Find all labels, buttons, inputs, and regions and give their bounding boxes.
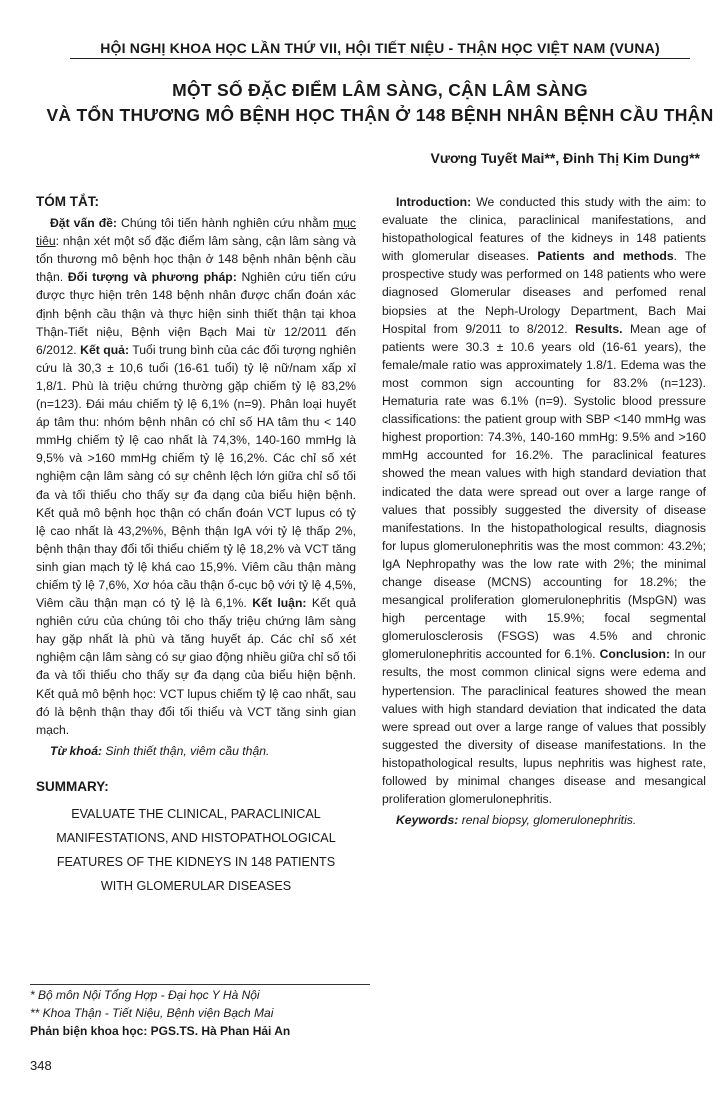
running-header: HỘI NGHỊ KHOA HỌC LẦN THỨ VII, HỘI TIẾT NIỆU - THẬN HỌC VIỆT NAM (VUNA) xyxy=(100,40,660,56)
keywords-en xyxy=(382,811,706,829)
keywords-label: Từ khoá: xyxy=(50,743,103,758)
text-segment: We conducted this study with the aim: to evaluate the clinica, paraclinical manifestations, and histopathological features of the kidneys in 148 patients with glomerular diseases. xyxy=(382,195,706,264)
right-column xyxy=(382,193,706,829)
text-segment: Tuổi trung bình của các đối tượng nghiên cứu là 30,3 ± 10,6 tuổi (16-61 tuổi) tỷ lệ nữ/nam xấp xỉ 1,8/1. Phù là triệu chứng thường gặp chiếm tỷ lệ 83,2% (n=123). Đái máu chiếm tỷ lệ 6,1% (n=9). Phân loại huyết áp tâm thu: nhóm bệnh nhân có chỉ số HA tâm thu < 140 mmHg chiếm tỷ lệ cao nhất là 74,3%, 140-160 mmHg là 9,5% và >160 mmHg chiếm tỷ lệ 16,2%. Các chỉ số xét nghiệm cận lâm sàng có sự chênh lệch lớn giữa chỉ số tối đa và tối thiểu cho thấy sự đa dạng của biểu hiện bệnh. Kết quả mô bệnh học thận có chẩn đoán VCT lupus có tỷ lệ cao nhất là 43,2%%, Bệnh thận IgA với tỷ lệ thấp 2%, bệnh thận thay đổi tối thiểu chiếm tỷ lệ 18,2% và VCT tăng sinh gian mạch tỷ lệ khá cao 15,9%. Viêm cầu thận màng chiếm tỷ lệ 7,6%, Xơ hóa cầu thận ổ-cục bộ với tỷ lệ 4,5%, Viêm cầu thận mạn có tỷ lệ là 6,1%. xyxy=(36,342,356,611)
footnotes xyxy=(30,986,380,1040)
footnote-rule xyxy=(30,984,370,985)
keywords-vi xyxy=(36,742,356,760)
summary-english-title: EVALUATE THE CLINICAL, PARACLINICAL MANIFESTATIONS, AND HISTOPATHOLOGICAL FEATURES OF THE KIDNEYS IN 148 PATIENTS WITH GLOMERULAR DISEASES xyxy=(56,807,336,893)
summary-title: SUMMARY: xyxy=(36,778,109,794)
keywords-label: Keywords: xyxy=(396,813,459,828)
lead-background: Đặt vấn đề: xyxy=(50,216,117,231)
header-rule xyxy=(70,58,690,59)
lead-results-en: Results. xyxy=(575,321,623,336)
abstract-vi-title: TÓM TẮT: xyxy=(36,194,99,209)
lead-introduction: Introduction: xyxy=(396,195,472,209)
text-segment: . The prospective study was performed on 148 patients who were diagnosed Glomerular diseases and perfomed renal biopsies at the Neph-Urology Department, Bach Mai Hospital from 9/2011 to 8/2012. xyxy=(382,249,706,336)
text-segment: Chúng tôi tiến hành nghiên cứu nhằm xyxy=(117,216,333,231)
lead-conclusion-en: Conclusion: xyxy=(599,647,671,662)
lead-conclusion: Kết luận: xyxy=(252,596,307,611)
lead-methods: Đối tượng và phương pháp: xyxy=(67,270,237,285)
text-segment: Mean age of patients were 30.3 ± 10.6 years old (16-61 years), the female/male ratio was approximately 1.8/1. Edema was the most common sign accounting for 83.2% (n=123). Hematuria rate was 6.1% (n=9). Systolic blood pressure classifications: the patient group with SBP <140 mmHg was highest proportion: 74.3%, 140-160 mmHg: 9.5% and >160 mmHg accounted for 16.2%. The paraclinical features showed the mean values with high standard deviation that indicated the data were spread out over a large range of values that possibly suggested the diversity of disease manifestations. In the histopathological results, diagnosis for lupus glomerulonephritis was the most common: 43.2%; IgA Nephropathy was the low rate with 2%; the minimal change disease (MCNS) accounting for 18.2%; the mesangical proliferation glomerulonephritis (MspGN) was high percentage with 15.9%; focal segmental glomerulosclerosis (FSGS) was 4.5% and chronic glomerulonephritis accounted for 6.1%. xyxy=(382,321,706,662)
page-number: 348 xyxy=(30,1058,52,1073)
reviewer-note: Phản biện khoa học: PGS.TS. Hà Phan Hải An xyxy=(30,1024,291,1038)
keywords-text: renal biopsy, glomerulonephritis. xyxy=(458,813,637,828)
underlined-term: mục tiêu xyxy=(36,216,356,249)
article-title xyxy=(40,78,720,128)
footnote-1: * Bộ môn Nội Tổng Hợp - Đại học Y Hà Nội xyxy=(30,988,260,1002)
lead-results: Kết quả: xyxy=(80,342,130,357)
left-column xyxy=(36,193,356,898)
text-segment: : nhận xét một số đặc điểm lâm sàng, cận lâm sàng và tổn thương mô bệnh học thận ở 148 bệnh nhân bệnh cầu thận. xyxy=(36,234,356,285)
keywords-text: Sinh thiết thận, viêm cầu thận. xyxy=(102,743,270,758)
lead-patients-methods: Patients and methods xyxy=(537,249,674,264)
abstract-en-body xyxy=(382,193,706,808)
title-line-1: MỘT SỐ ĐẶC ĐIỂM LÂM SÀNG, CẬN LÂM SÀNG xyxy=(172,80,588,100)
text-segment: Kết quả nghiên cứu của chúng tôi cho thấy triệu chứng lâm sàng hay gặp nhất là phù và tăng huyết áp. Các chỉ số xét nghiệm cận lâm sàng có sự giao động nhiều giữa chỉ số tối đa và tối thiểu cho thấy sự đa dạng của biểu hiện bệnh. Kết quả mô bệnh học: VCT lupus chiếm tỷ lệ cao nhất, sau đó là bệnh thận thay đổi tối thiểu và VCT tăng sinh gian mạch. xyxy=(36,596,356,737)
title-line-2: VÀ TỔN THƯƠNG MÔ BỆNH HỌC THẬN Ở 148 BỆNH NHÂN BỆNH CẦU THẬN xyxy=(46,105,714,125)
abstract-vi-body xyxy=(36,214,356,739)
text-segment: Nghiên cứu tiến cứu được thực hiện trên 148 bệnh nhân được chẩn đoán xác định bệnh cầu thận và thực hiện sinh thiết thận tại khoa Thận-Tiết niệu, Bệnh viện Bạch Mai từ 12/2011 đến 6/2012. xyxy=(36,270,356,357)
text-segment: In our results, the most common clinical signs were edema and hypertension. The paraclinical features showed the mean values with high standard deviation that indicated the data were spread out over a large range of values that possibly suggested the diversity of disease manifestations. In the histopathological results, lupus nephritis was highest rate, followed by minimal changes disease and mesangical proliferation glomerulonephritis. xyxy=(382,647,706,807)
authors: Vương Tuyết Mai**, Đinh Thị Kim Dung** xyxy=(430,150,700,166)
footnote-2: ** Khoa Thận - Tiết Niệu, Bệnh viện Bạch Mai xyxy=(30,1006,274,1020)
